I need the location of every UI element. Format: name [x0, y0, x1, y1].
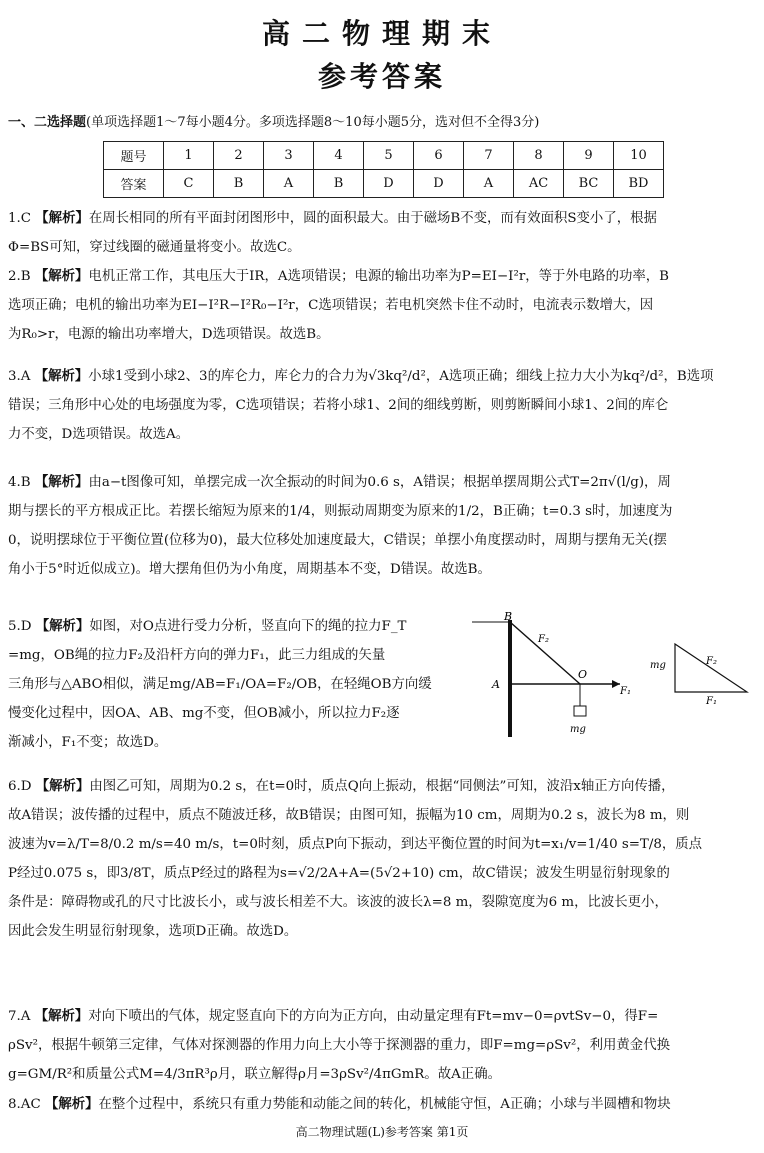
item-line: g=GM/R²和质量公式M=4/3πR³ρ月，联立解得ρ月=3ρSv²/4πGmR。故A正确。	[8, 1067, 501, 1082]
item-label: 7.A	[8, 1009, 31, 1024]
cell-number: 2	[214, 142, 264, 170]
cell-number: 7	[464, 142, 514, 170]
cell-number: 6	[414, 142, 464, 170]
arrow-f1	[612, 680, 620, 688]
answer-item-3	[8, 362, 756, 449]
analysis-tag: 【解析】	[34, 369, 89, 384]
cell-answer: AC	[514, 170, 564, 198]
item-line: 选项正确；电机的输出功率为EI−I²R−I²R₀−I²r，C选项错误；若电机突然卡住不动时，电流表示数增大，因	[8, 298, 654, 313]
answer-item-2	[8, 262, 756, 349]
item-line: 故A错误；波传播的过程中，质点不随波迁移，故B错误；由图可知，振幅为10 cm，周期为0.2 s，波长为8 m，则	[8, 808, 690, 823]
weight-block	[574, 706, 586, 716]
item-label: 1.C	[8, 211, 32, 226]
triangle-label-f2: F₂	[706, 656, 717, 667]
table-row-numbers	[104, 142, 664, 170]
cell-answer: B	[214, 170, 264, 198]
item-line: 错误；三角形中心处的电场强度为零，C选项错误；若将小球1、2间的细线剪断，则剪断瞬间小球1、2间的库仑	[8, 398, 669, 413]
answer-item-5	[8, 612, 448, 757]
table-row-answers	[104, 170, 664, 198]
cell-answer: D	[414, 170, 464, 198]
item-line: 对向下喷出的气体，规定竖直向下的方向为正方向，由动量定理有Ft=mv−0=ρvtSv−0，得F=	[88, 1009, 659, 1024]
answer-item-8	[8, 1090, 756, 1119]
triangle-label-mg: mg	[650, 660, 666, 671]
cell-number: 4	[314, 142, 364, 170]
item-line: Φ=BS可知，穿过线圈的磁通量将变小。故选C。	[8, 240, 301, 255]
cell-answer: D	[364, 170, 414, 198]
label-f2: F₂	[538, 634, 549, 645]
item-label: 3.A	[8, 369, 31, 384]
item-line: 期与摆长的平方根成正比。若摆长缩短为原来的1/4，则振动周期变为原来的1/2，B正确；t=0.3 s时，加速度为	[8, 504, 673, 519]
answer-item-1	[8, 204, 756, 262]
analysis-tag: 【解析】	[34, 269, 89, 284]
answer-item-4	[8, 468, 756, 584]
item-label: 8.AC	[8, 1097, 41, 1112]
cell-number: 1	[164, 142, 214, 170]
item-line: 力不变，D选项错误。故选A。	[8, 427, 190, 442]
cell-number: 10	[614, 142, 664, 170]
label-o: O	[578, 668, 588, 681]
cell-number: 8	[514, 142, 564, 170]
cell-answer: A	[464, 170, 514, 198]
item-line: =mg，OB绳的拉力F₂及沿杆方向的弹力F₁，此三力组成的矢量	[8, 648, 386, 663]
item-label: 6.D	[8, 779, 32, 794]
item-line: 慢变化过程中，因OA、AB、mg不变，但OB减小，所以拉力F₂逐	[8, 706, 400, 721]
item-label: 2.B	[8, 269, 31, 284]
page-subtitle: 参考答案	[317, 60, 446, 93]
row-label-number: 题号	[104, 142, 164, 170]
item-line: 条件是：障碍物或孔的尺寸比波长小，或与波长相差不大。该波的波长λ=8 m，裂隙宽度为6 m，比波长更小，	[8, 895, 668, 910]
analysis-tag: 【解析】	[34, 1009, 89, 1024]
item-line: 由图乙可知，周期为0.2 s，在t=0时，质点Q向上振动，根据“同侧法”可知，波沿x轴正方向传播，	[89, 779, 675, 794]
cell-answer: BC	[564, 170, 614, 198]
item-line: 电机正常工作，其电压大于IR，A选项错误；电源的输出功率为P=EI−I²r，等于外电路的功率，B	[88, 269, 669, 284]
cell-answer: BD	[614, 170, 664, 198]
triangle-label-f1: F₁	[706, 696, 717, 707]
page-footer: 高二物理试题(L)参考答案 第1页	[295, 1125, 469, 1139]
item-line: ρSv²，根据牛顿第三定律，气体对探测器的作用力向上大小等于探测器的重力，即F=mg=ρSv²，利用黄金代换	[8, 1038, 670, 1053]
cell-answer: A	[264, 170, 314, 198]
answer-item-6	[8, 772, 756, 946]
item-line: 在整个过程中，系统只有重力势能和动能之间的转化，机械能守恒，A正确；小球与半圆槽和物块	[98, 1097, 671, 1112]
label-b: B	[504, 612, 513, 623]
item-label: 5.D	[8, 619, 32, 634]
item-line: 角小于5°时近似成立)。增大摆角但仍为小角度，周期基本不变，D错误。故选B。	[8, 562, 491, 577]
analysis-tag: 【解析】	[35, 619, 90, 634]
cell-answer: C	[164, 170, 214, 198]
item-line: 由a−t图像可知，单摆完成一次全振动的时间为0.6 s，A错误；根据单摆周期公式T=2π√(l/g)，周	[88, 475, 671, 490]
analysis-tag: 【解析】	[34, 475, 89, 490]
section-note: (单项选择题1～7每小题4分。多项选择题8～10每小题5分，选对但不全得3分)	[86, 115, 540, 130]
item-line: P经过0.075 s，即3/8T，质点P经过的路程为s=√2/2A+A=(5√2+10) cm，故C错误；波发生明显衍射现象的	[8, 866, 670, 881]
force-diagram	[470, 612, 760, 742]
item-line: 三角形与△ABO相似，满足mg/AB=F₁/OA=F₂/OB，在轻绳OB方向缓	[8, 677, 432, 692]
section-heading	[8, 111, 539, 130]
answer-table	[103, 141, 664, 198]
label-mg: mg	[570, 724, 586, 735]
analysis-tag: 【解析】	[35, 211, 89, 226]
item-line: 小球1受到小球2、3的库仑力，库仑力的合力为√3kq²/d²，A选项正确；细线上拉力大小为kq²/d²，B选项	[88, 369, 714, 384]
item-line: 为R₀>r，电源的输出功率增大，D选项错误。故选B。	[8, 327, 330, 342]
item-line: 0，说明摆球位于平衡位置(位移为0)，最大位移处加速度最大，C错误；单摆小角度摆动时，周期与摆角无关(摆	[8, 533, 667, 548]
rope-ob	[510, 622, 580, 684]
page-title: 高二物理期末	[261, 17, 502, 50]
item-line: 如图，对O点进行受力分析，竖直向下的绳的拉力F_T	[89, 619, 407, 634]
analysis-tag: 【解析】	[44, 1097, 99, 1112]
cell-number: 5	[364, 142, 414, 170]
cell-number: 3	[264, 142, 314, 170]
item-label: 4.B	[8, 475, 31, 490]
answer-item-7	[8, 1002, 756, 1089]
analysis-tag: 【解析】	[35, 779, 90, 794]
item-line: 在周长相同的所有平面封闭图形中，圆的面积最大。由于磁场B不变，而有效面积S变小了，根据	[88, 211, 657, 226]
label-a: A	[492, 678, 500, 691]
cell-number: 9	[564, 142, 614, 170]
label-f1: F₁	[620, 686, 631, 697]
item-line: 渐减小，F₁不变；故选D。	[8, 735, 168, 750]
cell-answer: B	[314, 170, 364, 198]
row-label-answer: 答案	[104, 170, 164, 198]
item-line: 因此会发生明显衍射现象，选项D正确。故选D。	[8, 924, 298, 939]
section-label: 一、二选择题	[8, 115, 87, 130]
item-line: 波速为v=λ/T=8/0.2 m/s=40 m/s，t=0时刻，质点P向下振动，到达平衡位置的时间为t=x₁/v=1/40 s=T/8，质点	[8, 837, 703, 852]
vector-triangle	[675, 644, 747, 692]
